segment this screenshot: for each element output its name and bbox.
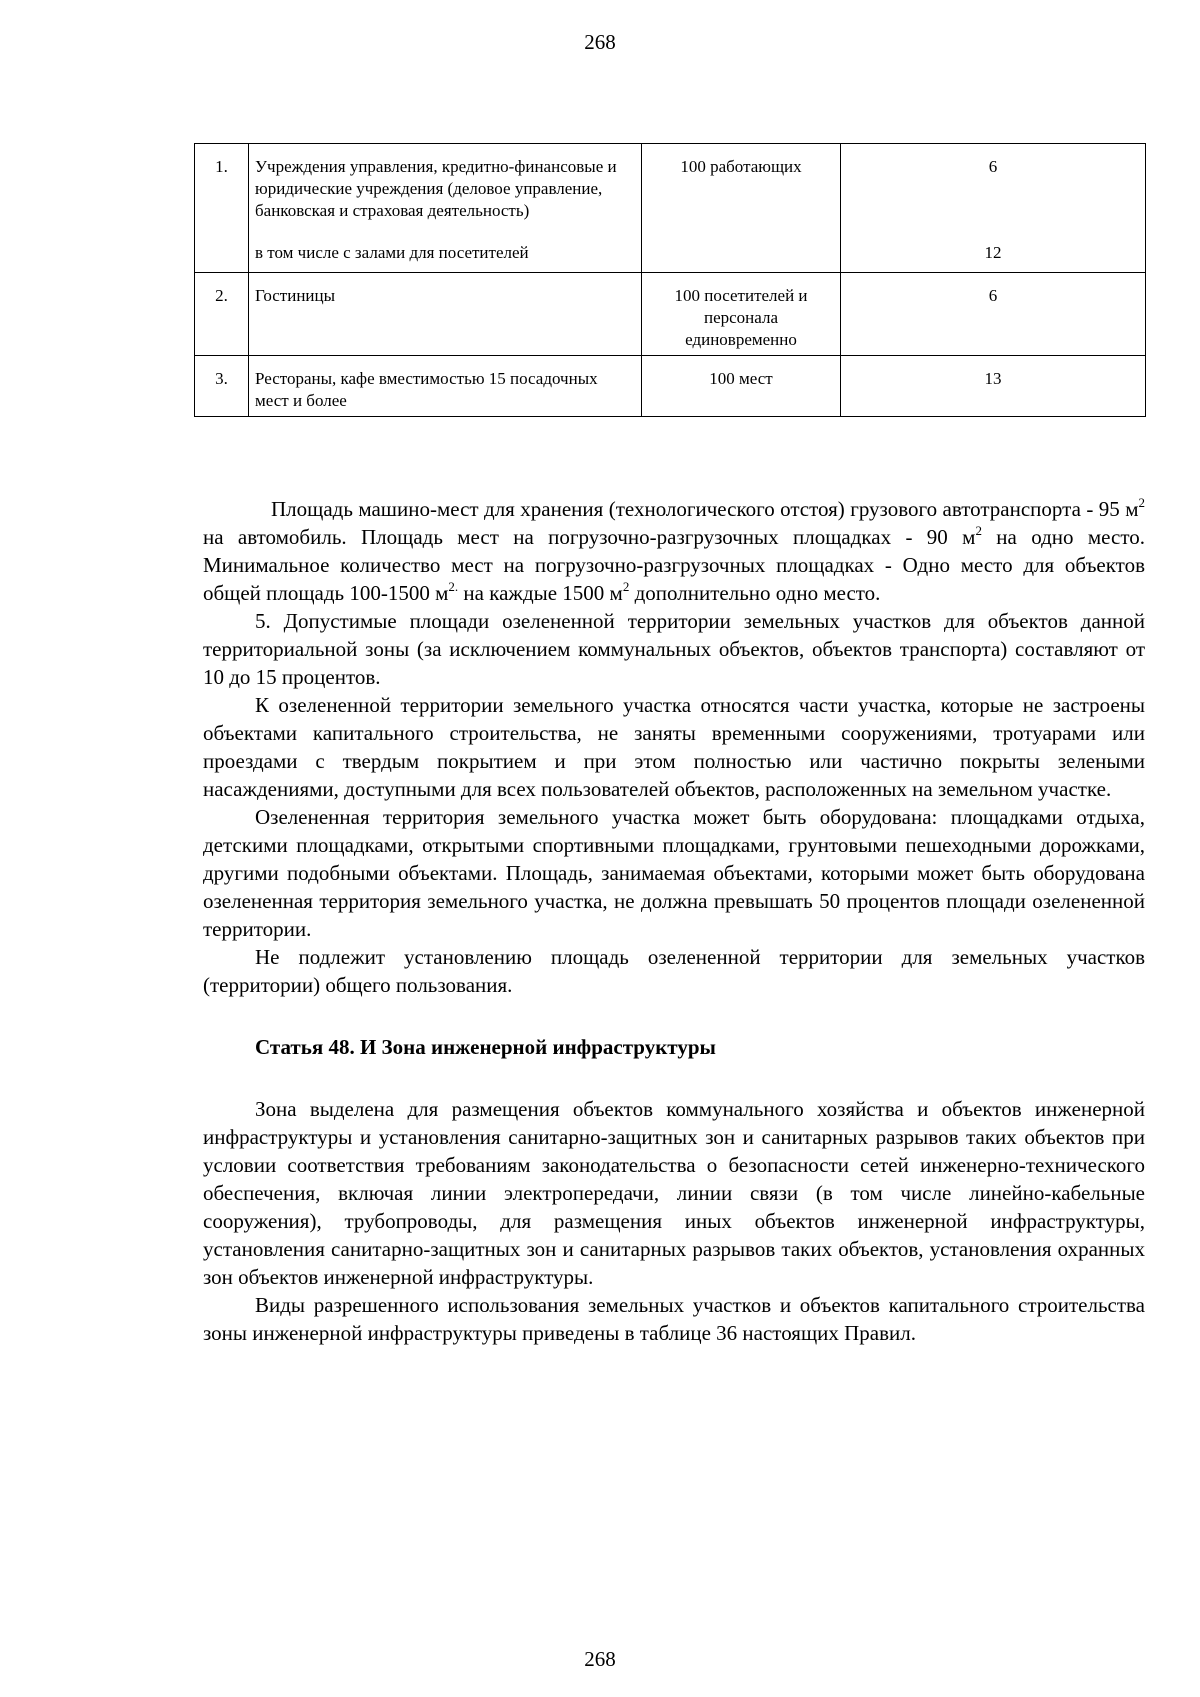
page-number-bottom: 268 <box>584 1647 616 1671</box>
row-number: 3. <box>195 356 249 417</box>
paragraph-green-area-limits: 5. Допустимые площади озелененной территории земельных участков для объектов данной территориальной зоны (за исключением коммунальных объектов, объектов транспорта) составляют от 10 до 15 процентов. <box>203 609 1145 689</box>
article-heading: Статья 48. И Зона инженерной инфраструктуры <box>255 1035 716 1059</box>
table-row <box>195 273 1146 356</box>
paragraph-zone-uses: Виды разрешенного использования земельных участков и объектов капитального строительства зоны инженерной инфраструктуры приведены в таблице 36 настоящих Правил. <box>203 1293 1145 1345</box>
paragraph-zone-purpose: Зона выделена для размещения объектов коммунального хозяйства и объектов инженерной инфраструктуры и установления санитарно-защитных зон и санитарных разрывов таких объектов при условии соответствия требованиям законодательства о безопасности сетей инженерно-технического обеспечения, включая линии электропередачи, линии связи (в том числе линейно-кабельные сооружения), трубопроводы, для размещения иных объектов инженерной инфраструктуры, установления санитарно-защитных зон и санитарных разрывов таких объектов, установления охранных зон объектов инженерной инфраструктуры. <box>203 1097 1145 1289</box>
parking-norms-table <box>194 143 1146 417</box>
paragraph-public-land: Не подлежит установлению площадь озелененной территории для земельных участков (территории) общего пользования. <box>203 945 1145 997</box>
row-number: 2. <box>195 273 249 356</box>
norm-value: 6 <box>841 273 1146 356</box>
table-row <box>195 356 1146 417</box>
table-subrow <box>195 238 1146 273</box>
paragraph-green-area-equipment: Озелененная территория земельного участка может быть оборудована: площадками отдыха, детскими площадками, открытыми спортивными площадками, грунтовыми пешеходными дорожками, другими подобными объектами. Площадь, занимаемая объектами, которыми может быть оборудована озелененная территория земельного участка, не должна превышать 50 процентов площади озелененной территории. <box>203 805 1145 941</box>
norm-value: 6 <box>841 144 1146 239</box>
norm-value: 13 <box>841 356 1146 417</box>
calc-unit: 100 мест <box>642 356 841 417</box>
body-text <box>203 495 1145 1347</box>
object-name: Рестораны, кафе вместимостью 15 посадочных мест и более <box>249 356 642 417</box>
calc-unit: 100 посетителей и персонала единовременно <box>642 273 841 356</box>
paragraph-green-area-definition: К озелененной территории земельного участка относятся части участка, которые не застроены объектами капитального строительства, не заняты временными сооружениями, тротуарами или проездами с твердым покрытием и при этом полностью или частично покрыты зелеными насаждениями, доступными для всех пользователей объектов, расположенных на земельном участке. <box>203 693 1145 801</box>
norm-value: 12 <box>841 238 1146 273</box>
paragraph-truck-parking: Площадь машино-мест для хранения (технологического отстоя) грузового автотранспорта - 95 $м^2$ на автомобиль. Площадь мест на погрузочно-разгрузочных площадках - 90 $м^2$ на одно место. Минимальное количество мест на погрузочно-разгрузочных площадках - Одно место для объектов общей площадь 100-1500 $м^{2.}$ на каждые 1500 $м^2$ дополнительно одно место. <box>203 495 1146 605</box>
row-number: 1. <box>195 144 249 239</box>
table-row <box>195 144 1146 239</box>
page-number-top: 268 <box>584 30 616 54</box>
calc-unit: 100 работающих <box>642 144 841 239</box>
object-name: Учреждения управления, кредитно-финансовые и юридические учреждения (деловое управление, банковская и страховая деятельность) <box>249 144 642 239</box>
object-name: Гостиницы <box>249 273 642 356</box>
object-subname: в том числе с залами для посетителей <box>249 238 642 273</box>
